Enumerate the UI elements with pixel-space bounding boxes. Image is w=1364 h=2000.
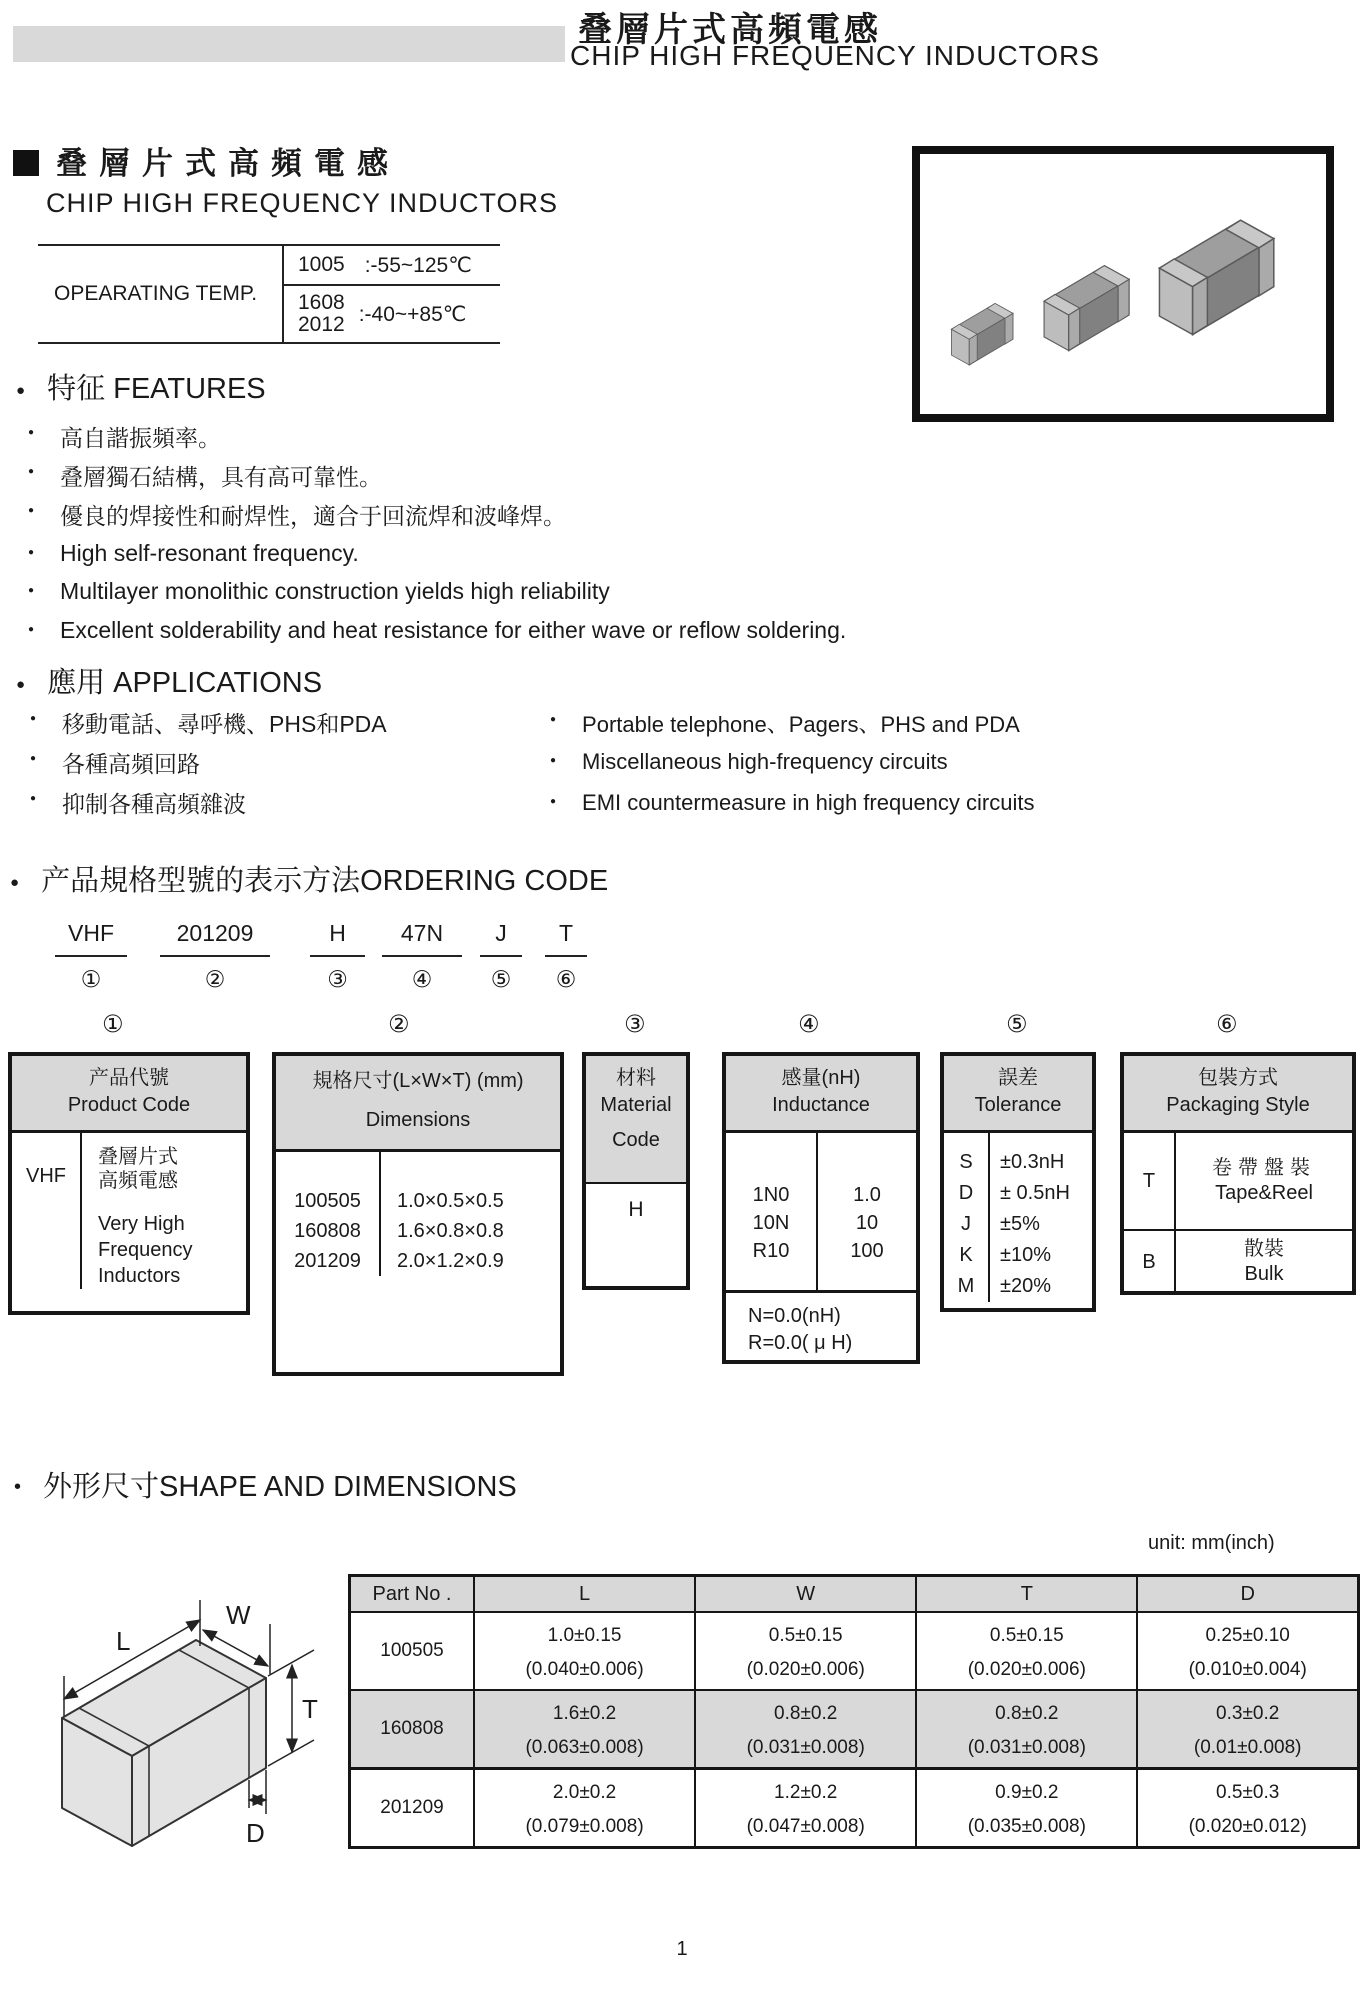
bullet-icon	[16, 370, 25, 403]
bullet-icon	[28, 617, 34, 644]
feature-text: High self-resonant frequency.	[60, 540, 359, 566]
bullet-icon	[550, 749, 556, 775]
table-row-160808	[350, 1690, 1359, 1769]
page-title-cn: 叠層片式高頻電感	[578, 11, 882, 49]
dim-inch: (0.020±0.006)	[967, 1658, 1086, 1680]
col-header-part: Part No .	[350, 1576, 475, 1613]
dimensions-table-header	[350, 1576, 1359, 1613]
header-en: Inductance	[772, 1094, 870, 1116]
feature-item	[28, 498, 566, 531]
dim-inch: (0.031±0.008)	[967, 1736, 1086, 1758]
ordering-code-part: J	[480, 920, 522, 957]
dim-cell	[695, 1769, 916, 1848]
temp-code: 1005	[298, 253, 345, 276]
dim-cell	[474, 1769, 695, 1848]
header-en: Code	[612, 1129, 660, 1151]
circled-number: ②	[204, 966, 226, 992]
circled-number: ③	[624, 1011, 646, 1038]
col-header-L: L	[474, 1576, 695, 1613]
header-en: Packaging Style	[1166, 1094, 1310, 1116]
header-cn: 誤差	[998, 1067, 1038, 1089]
circled-number: ②	[388, 1011, 410, 1038]
dim-inch: (0.063±0.008)	[525, 1736, 644, 1758]
application-item	[550, 749, 948, 775]
inductance-code-box	[722, 1052, 920, 1364]
inductance-note: N=0.0(nH) R=0.0( μ H)	[726, 1290, 916, 1357]
packaging-code: T	[1124, 1133, 1176, 1229]
feature-item	[28, 420, 221, 453]
material-code-header	[586, 1056, 686, 1184]
application-text: Portable telephone、Pagers、PHS and PDA	[582, 712, 1020, 737]
inductance-header	[726, 1056, 916, 1133]
header-gray-bar	[13, 26, 565, 62]
part-number-cell: 201209	[350, 1769, 475, 1848]
ordering-code-part: H	[310, 920, 365, 957]
product-code-body	[12, 1133, 246, 1289]
dim-cell	[474, 1690, 695, 1769]
header-cn: 感量(nH)	[781, 1067, 861, 1089]
feature-item	[28, 617, 846, 644]
tolerance-code-box	[940, 1052, 1096, 1312]
dim-mm: 0.5±0.15	[768, 1624, 843, 1646]
circled-number: ⑥	[1216, 1011, 1238, 1038]
intro-title-en: CHIP HIGH FREQUENCY INDUCTORS	[46, 188, 559, 218]
inductance-codes: 1N0 10N R10	[726, 1133, 818, 1290]
packaging-code-box	[1120, 1052, 1356, 1295]
feature-text: 高自諧振頻率。	[60, 425, 222, 451]
dim-inch: (0.079±0.008)	[525, 1815, 644, 1837]
product-code-box	[8, 1052, 250, 1315]
application-text: 抑制各種高頻雜波	[62, 791, 247, 817]
bullet-icon	[550, 708, 556, 739]
desc-cn: 散裝	[1244, 1238, 1284, 1260]
diagram-label-T: T	[302, 1694, 318, 1724]
header-en: Material	[600, 1094, 672, 1116]
bullet-icon	[28, 578, 34, 605]
ordering-heading-row	[10, 858, 608, 899]
dim-cell	[1137, 1612, 1358, 1690]
temp-row-1005	[284, 246, 500, 286]
intro-title-cn: 叠層片式高頻電感	[56, 146, 400, 181]
table-row-100505	[350, 1612, 1359, 1690]
features-heading-row	[16, 366, 266, 407]
header-cn: 規格尺寸(L×W×T) (mm)	[312, 1070, 524, 1092]
section-marker-square	[13, 150, 39, 176]
page-title-en: CHIP HIGH FREQUENCY INDUCTORS	[570, 40, 1100, 71]
part-number-cell: 160808	[350, 1690, 475, 1769]
feature-item	[28, 540, 359, 567]
col-header-W: W	[695, 1576, 916, 1613]
desc-en: Very High Frequency Inductors	[98, 1213, 193, 1287]
circled-number: ④	[411, 966, 433, 992]
diagram-label-W: W	[226, 1600, 251, 1630]
ordering-code-part: 201209	[160, 920, 270, 957]
circled-number: ⑥	[555, 966, 577, 992]
packaging-row-bulk	[1124, 1231, 1352, 1293]
temp-range: :-55~125℃	[364, 253, 472, 277]
col-header-D: D	[1137, 1576, 1358, 1613]
features-heading: 特征 FEATURES	[47, 373, 266, 405]
product-code-desc	[82, 1133, 193, 1289]
dim-mm: 0.9±0.2	[995, 1781, 1059, 1803]
bullet-icon	[30, 706, 36, 739]
applications-heading-row	[16, 660, 322, 701]
product-code-value: VHF	[12, 1133, 82, 1289]
desc-cn: 卷帶盤裝	[1212, 1157, 1316, 1179]
part-number-cell: 100505	[350, 1612, 475, 1690]
page-number: 1	[676, 1938, 688, 1960]
bullet-icon	[28, 459, 34, 492]
bullet-icon	[30, 786, 36, 819]
operating-temp-label: OPEARATING TEMP.	[38, 246, 284, 342]
size-code-body	[276, 1152, 560, 1276]
material-code-value: H	[628, 1198, 644, 1221]
circled-number: ④	[798, 1011, 820, 1038]
dim-cell	[474, 1612, 695, 1690]
ordering-heading: 产品規格型號的表示方法ORDERING CODE	[41, 865, 609, 897]
circled-number: ①	[102, 1011, 124, 1038]
operating-temp-values	[284, 246, 500, 342]
inductance-body	[726, 1133, 916, 1290]
diagram-label-L: L	[116, 1626, 131, 1656]
header-en: Product Code	[67, 1094, 191, 1116]
packaging-desc	[1176, 1133, 1352, 1229]
dim-cell	[916, 1769, 1137, 1848]
dim-mm: 1.0±0.15	[547, 1624, 622, 1646]
bullet-icon	[10, 862, 19, 895]
dim-mm: 0.3±0.2	[1216, 1702, 1280, 1724]
inductance-values: 1.0 10 100	[850, 1184, 884, 1262]
dim-mm: 0.25±0.10	[1205, 1624, 1290, 1646]
desc-en: Bulk	[1244, 1263, 1284, 1285]
header-en: Dimensions	[365, 1109, 471, 1131]
ordering-code-part: 47N	[382, 920, 462, 957]
dim-inch: (0.020±0.012)	[1188, 1815, 1307, 1837]
feature-text: 優良的焊接性和耐焊性，適合于回流焊和波峰焊。	[60, 503, 567, 529]
dim-cell	[916, 1612, 1137, 1690]
header-cn: 包裝方式	[1198, 1067, 1278, 1089]
circled-number: ③	[327, 966, 348, 992]
circled-number: ①	[80, 966, 102, 992]
application-item	[30, 706, 387, 739]
header-cn: 材料	[616, 1067, 656, 1089]
packaging-row-tape	[1124, 1133, 1352, 1231]
dim-mm: 2.0±0.2	[552, 1781, 617, 1803]
application-text: 各種高頻回路	[62, 751, 201, 777]
chip-photo-image	[920, 154, 1310, 398]
bullet-icon	[28, 498, 34, 531]
dim-cell	[695, 1690, 916, 1769]
header-cn: 产品代號	[89, 1067, 169, 1089]
dim-cell	[695, 1612, 916, 1690]
bullet-icon	[14, 1468, 21, 1501]
feature-text: 叠層獨石結構，具有高可靠性。	[60, 464, 383, 490]
application-text: EMI countermeasure in high frequency circuits	[582, 790, 1035, 815]
dim-cell	[916, 1690, 1137, 1769]
material-code-box	[582, 1052, 690, 1290]
tolerance-body	[944, 1133, 1092, 1302]
dim-inch: (0.035±0.008)	[967, 1815, 1086, 1837]
shape-diagram-image	[24, 1566, 354, 1866]
feature-item	[28, 459, 382, 492]
dim-inch: (0.010±0.004)	[1188, 1658, 1307, 1680]
feature-text: Excellent solderability and heat resistance for either wave or reflow soldering.	[60, 617, 847, 643]
application-item	[550, 790, 1034, 816]
packaging-code: B	[1124, 1231, 1176, 1293]
temp-code: 1608 2012	[298, 290, 345, 336]
size-code-box	[272, 1052, 564, 1376]
dim-cell	[1137, 1769, 1358, 1848]
operating-temp-table	[38, 244, 500, 344]
dim-mm: 0.5±0.3	[1216, 1781, 1280, 1803]
dim-mm: 1.6±0.2	[552, 1702, 617, 1724]
dimensions-table	[348, 1574, 1360, 1849]
dim-inch: (0.031±0.008)	[746, 1736, 865, 1758]
bullet-icon	[550, 790, 556, 816]
product-code-header	[12, 1056, 246, 1133]
shape-diagram	[24, 1566, 354, 1871]
dim-inch: (0.040±0.006)	[525, 1658, 644, 1680]
application-item	[30, 786, 246, 819]
chip-photo	[912, 146, 1334, 422]
application-text: Miscellaneous high-frequency circuits	[582, 749, 948, 774]
bullet-icon	[16, 664, 25, 697]
dim-inch: (0.020±0.006)	[746, 1658, 865, 1680]
size-values: 1.0×0.5×0.5 1.6×0.8×0.8 2.0×1.2×0.9	[397, 1190, 504, 1272]
tolerance-values: ±0.3nH ± 0.5nH ±5% ±10% ±20%	[1000, 1151, 1070, 1297]
temp-row-1608-2012	[284, 286, 500, 342]
diagram-label-D: D	[246, 1818, 265, 1848]
dim-mm: 0.8±0.2	[774, 1702, 838, 1724]
application-item	[30, 746, 200, 779]
packaging-header	[1124, 1056, 1352, 1133]
dim-mm: 0.5±0.15	[989, 1624, 1064, 1646]
application-text: 移動電話、尋呼機、PHS和PDA	[62, 711, 387, 737]
packaging-desc	[1176, 1231, 1352, 1293]
ordering-code-part: VHF	[55, 920, 127, 957]
bullet-icon	[30, 746, 36, 779]
tolerance-codes: S D J K M	[944, 1133, 990, 1302]
applications-heading: 應用 APPLICATIONS	[47, 667, 323, 699]
dim-inch: (0.047±0.008)	[746, 1815, 865, 1837]
ordering-code-part: T	[545, 920, 587, 957]
unit-note: unit: mm(inch)	[1148, 1532, 1275, 1554]
size-code-header	[276, 1056, 560, 1152]
header-en: Tolerance	[974, 1094, 1062, 1116]
dim-cell	[1137, 1690, 1358, 1769]
tolerance-header	[944, 1056, 1092, 1133]
table-row-201209	[350, 1769, 1359, 1848]
circled-number: ⑤	[490, 966, 512, 992]
size-codes: 100505 160808 201209	[276, 1152, 381, 1276]
feature-text: Multilayer monolithic construction yields high reliability	[60, 578, 610, 604]
shape-heading-row	[14, 1464, 517, 1505]
temp-range: :-40~+85℃	[358, 302, 467, 326]
circled-number: ⑤	[1006, 1011, 1028, 1038]
bullet-icon	[28, 420, 34, 453]
dim-mm: 0.8±0.2	[995, 1702, 1059, 1724]
shape-heading: 外形尺寸SHAPE AND DIMENSIONS	[43, 1471, 517, 1503]
desc-en: Tape&Reel	[1215, 1182, 1313, 1204]
dim-inch: (0.01±0.008)	[1193, 1736, 1302, 1758]
bullet-icon	[28, 540, 34, 567]
desc-cn: 叠層片式 高頻電感	[98, 1146, 178, 1192]
application-item	[550, 708, 1020, 739]
feature-item	[28, 578, 610, 605]
col-header-T: T	[916, 1576, 1137, 1613]
dim-mm: 1.2±0.2	[774, 1781, 838, 1803]
